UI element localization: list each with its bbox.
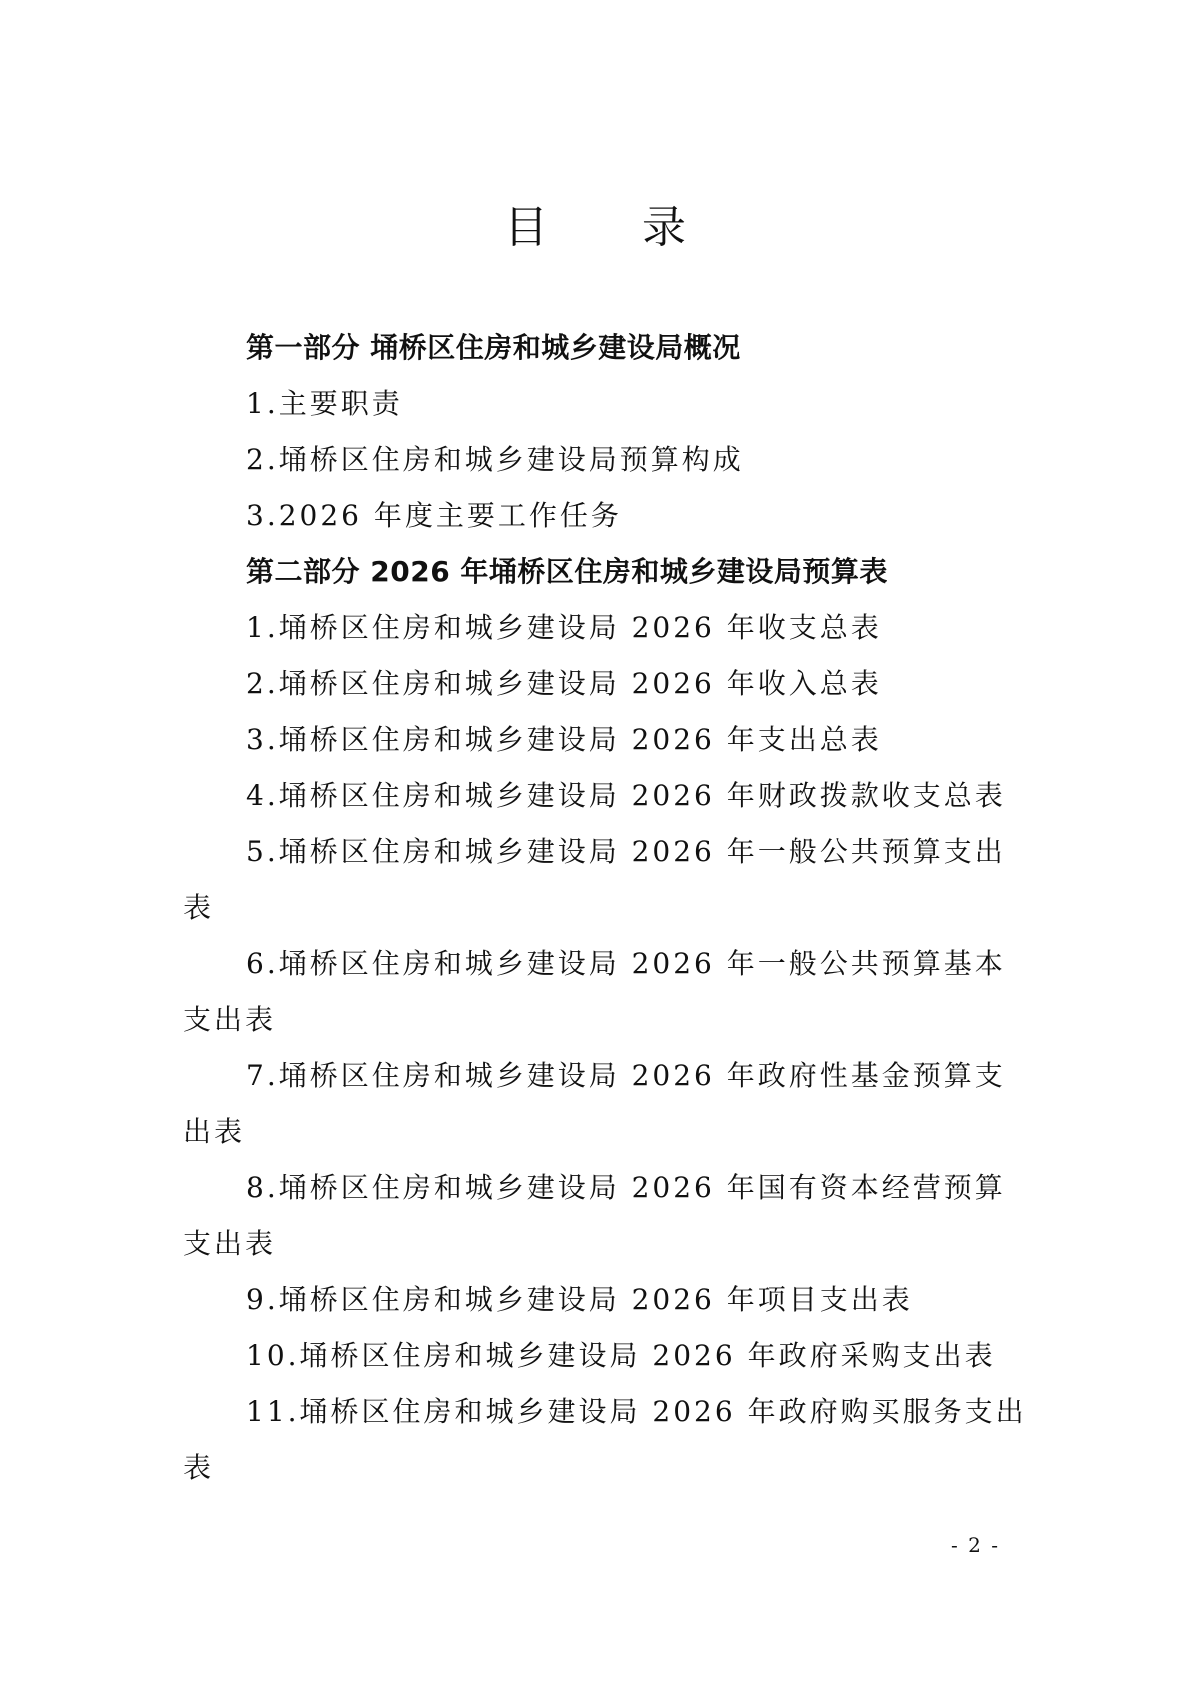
toc-item: [183, 712, 1013, 768]
toc-item: [183, 1328, 1013, 1384]
toc-item-text: 3.埇桥区住房和城乡建设局 2026 年支出总表: [246, 723, 882, 756]
toc-item: [183, 1048, 1013, 1160]
toc-item-text: 2.埇桥区住房和城乡建设局 2026 年收入总表: [246, 667, 882, 700]
toc-item-text: 4.埇桥区住房和城乡建设局 2026 年财政拨款收支总表: [246, 779, 1006, 812]
toc-item: [183, 600, 1013, 656]
toc-item: [183, 1160, 1013, 1272]
toc-item-text: 9.埇桥区住房和城乡建设局 2026 年项目支出表: [246, 1283, 913, 1316]
toc-item: [183, 824, 1013, 936]
toc-item-text: 6.埇桥区住房和城乡建设局 2026 年一般公共预算基本: [246, 947, 1006, 980]
toc-item-text: 10.埇桥区住房和城乡建设局 2026 年政府采购支出表: [246, 1339, 996, 1372]
page-title: 目 录: [504, 202, 726, 253]
toc-item-text-continued: 表: [183, 1451, 215, 1484]
toc-item: [183, 768, 1013, 824]
toc-item-text-continued: 支出表: [183, 1227, 277, 1260]
toc-item-text: 7.埇桥区住房和城乡建设局 2026 年政府性基金预算支: [246, 1059, 1006, 1092]
toc-item: 2.埇桥区住房和城乡建设局预算构成: [246, 443, 744, 476]
toc-item-text: 5.埇桥区住房和城乡建设局 2026 年一般公共预算支出: [246, 835, 1006, 868]
toc-item: [183, 1384, 1027, 1496]
toc-item: 3.2026 年度主要工作任务: [246, 499, 622, 532]
toc-part2-heading: 第二部分 2026 年埇桥区住房和城乡建设局预算表: [246, 555, 888, 588]
table-of-contents: [183, 320, 1027, 1496]
page-number: - 2 -: [951, 1533, 1000, 1557]
toc-item: [183, 936, 1013, 1048]
toc-item-text-continued: 支出表: [183, 1003, 277, 1036]
toc-item-text: 1.埇桥区住房和城乡建设局 2026 年收支总表: [246, 611, 882, 644]
toc-item: [183, 656, 1013, 712]
toc-item-text-continued: 出表: [183, 1115, 246, 1148]
toc-item-text-continued: 表: [183, 891, 215, 924]
toc-item: 1.主要职责: [246, 387, 403, 420]
toc-item-text: 11.埇桥区住房和城乡建设局 2026 年政府购买服务支出: [246, 1395, 1027, 1428]
toc-item: [183, 1272, 1013, 1328]
toc-part1-heading: 第一部分 埇桥区住房和城乡建设局概况: [246, 331, 741, 364]
toc-item-text: 8.埇桥区住房和城乡建设局 2026 年国有资本经营预算: [246, 1171, 1006, 1204]
